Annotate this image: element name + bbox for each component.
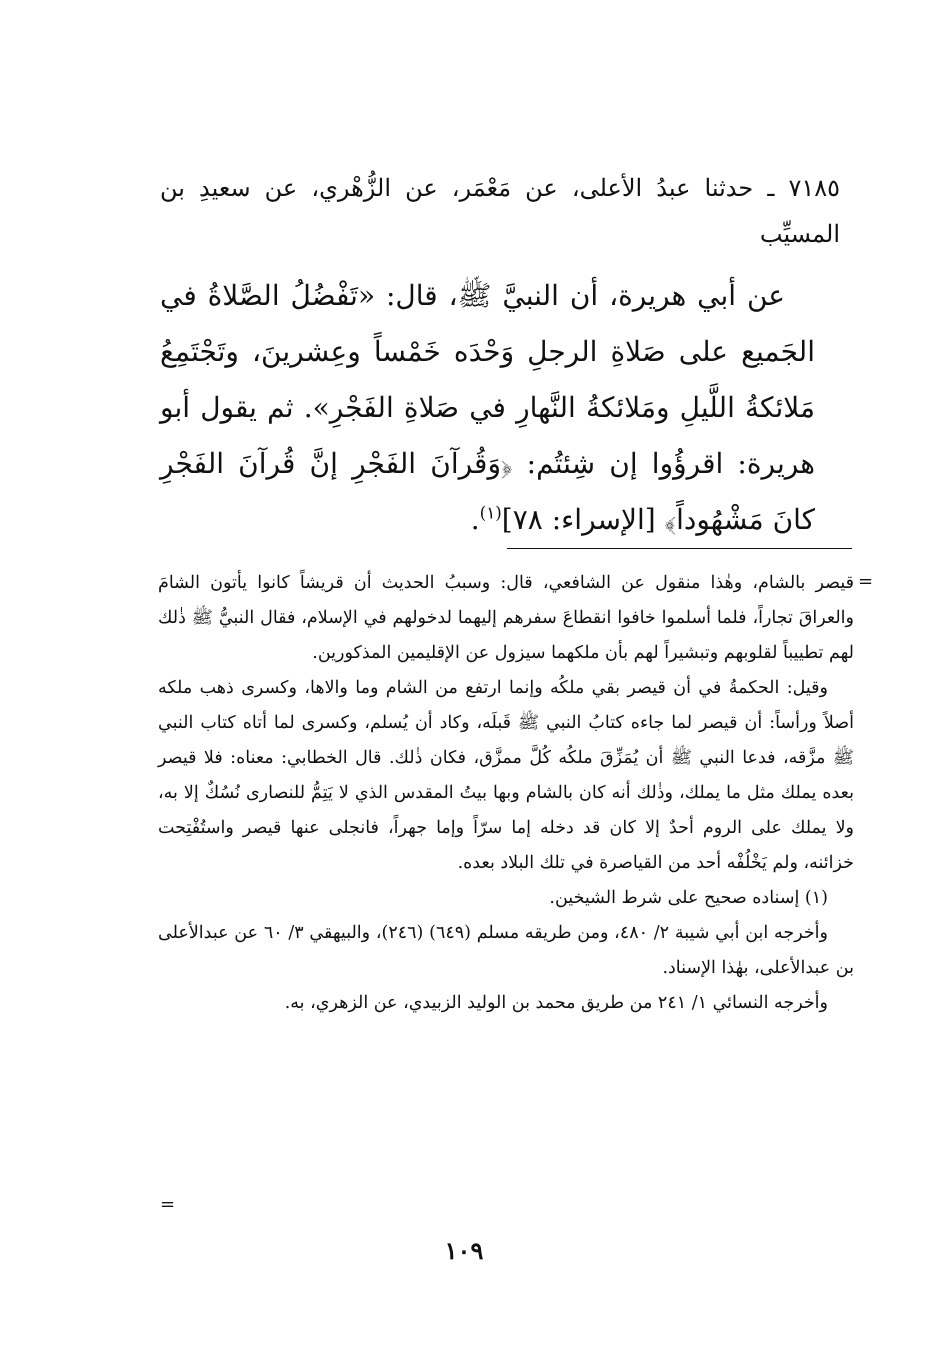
footnote-1-takhrij-2: وأخرجه النسائي ١/ ٢٤١ من طريق محمد بن الوليد الزبيدي، عن الزهري، به.	[284, 993, 828, 1013]
continuation-mark-start: =	[858, 571, 874, 592]
continuation-mark-end: =	[160, 1194, 176, 1215]
footnote-1-takhrij-1: وأخرجه ابن أبي شيبة ٢/ ٤٨٠، ومن طريقه مسلم (٦٤٩) (٢٤٦)، والبيهقي ٣/ ٦٠ عن عبدالأعلى بن عبدالأعلى، بهٰذا الإسناد.	[158, 923, 854, 978]
page-number: ١٠٩	[444, 1236, 484, 1265]
footnote-reference[interactable]: (١)	[479, 502, 502, 523]
hadith-matn	[160, 268, 815, 548]
footnote-continued-paragraph: قيصر بالشام، وهٰذا منقول عن الشافعي، قال: وسببُ الحديث أن قريشاً كانوا يأتون الشامَ والعراقَ تجاراً، فلما أسلموا خافوا انقطاعَ سفرهم إليهما لدخولهم في الإسلام، فقال النبيُّ ﷺ ذٰلك لهم تطييباً لقلوبهم وتبشيراً لهم بأن ملكهما سيزول عن الإقليمين المذكورين.	[158, 573, 854, 663]
footnote-paragraph-qila: وقيل: الحكمةُ في أن قيصر بقي ملكُه وإنما ارتفع من الشام وما والاها، وكسرى ذهب ملكه أصلاً ورأساً: أن قيصر لما جاءه كتابُ النبي ﷺ قَبلَه، وكاد أن يُسلم، وكسرى لما أتاه كتاب النبي ﷺ مزَّقه، فدعا النبي ﷺ أن يُمَزِّقَ ملكُه كُلَّ ممزَّق، فكان ذٰلك. قال الخطابي: معناه: فلا قيصر بعده يملك مثل ما يملك، وذٰلك أنه كان بالشام وبها بيتُ المقدس الذي لا يَتِمُّ للنصارى نُسُكٌ إلا به، ولا يملك على الروم أحدٌ إلا كان قد دخله إما سرّاً وإما جهراً، فانجلى عنها قيصر واستُفْتِحت خزائنه، ولم يَخْلُفْه أحد من القياصرة في تلك البلاد بعده.	[158, 678, 854, 873]
footnotes-section	[158, 566, 854, 1021]
footnote-divider	[507, 548, 852, 549]
hadith-matn-end: .	[470, 503, 480, 536]
hadith-matn-paragraph	[160, 268, 815, 548]
hadith-isnad: ٧١٨٥ ـ حدثنا عبدُ الأعلى، عن مَعْمَر، عن الزُّهْري، عن سعيدِ بن المسيِّب	[160, 174, 841, 248]
hadith-matn-text: عن أبي هريرة، أن النبيَّ ﷺ، قال: «تَفْضُلُ الصَّلاةُ في الجَميع على صَلاةِ الرجلِ وَحْدَه خَمْساً وعِشرينَ، وتَجْتَمِعُ مَلائكةُ اللَّيلِ ومَلائكةُ النَّهارِ في صَلاةِ الفَجْرِ». ثم يقول أبو هريرة: اقرؤُوا إن شِئتُم: ﴿وَقُرآنَ الفَجْرِ إنَّ قُرآنَ الفَجْرِ كانَ مَشْهُوداً﴾ [الإسراء: ٧٨]	[160, 279, 815, 536]
footnote-1-grading: (١) إسناده صحيح على شرط الشيخين.	[549, 888, 828, 908]
